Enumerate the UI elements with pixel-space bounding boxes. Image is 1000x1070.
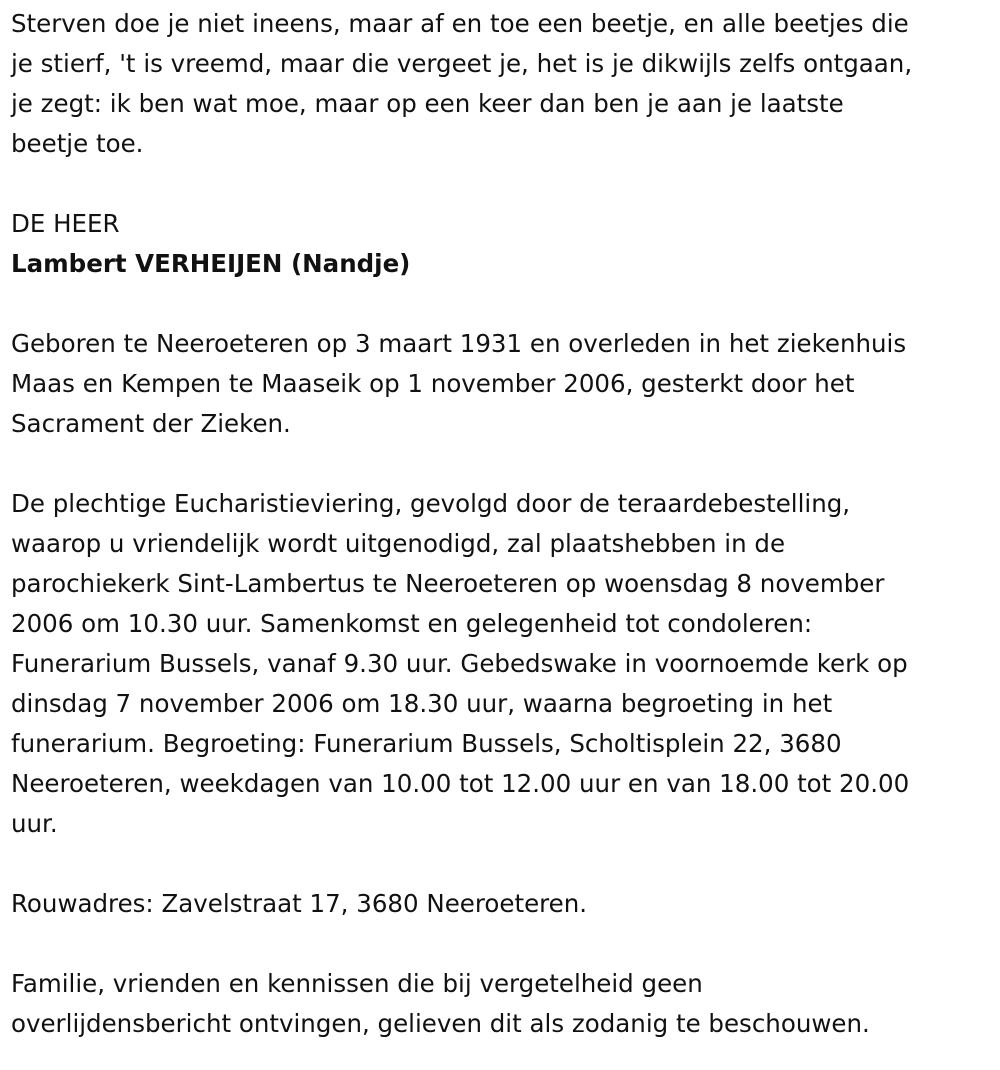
address-paragraph: [11, 884, 978, 924]
address-line: Rouwadres: Zavelstraat 17, 3680 Neeroeteren.: [11, 889, 588, 918]
ceremony-line: waarop u vriendelijk wordt uitgenodigd, zal plaatshebben in de: [11, 529, 786, 558]
birth-death-line: Maas en Kempen te Maaseik op 1 november 2006, gesterkt door het: [11, 369, 855, 398]
birth-death-paragraph: [11, 324, 978, 444]
ceremony-line: parochiekerk Sint-Lambertus te Neeroeteren op woensdag 8 november: [11, 569, 885, 598]
ceremony-line: dinsdag 7 november 2006 om 18.30 uur, waarna begroeting in het: [11, 689, 833, 718]
poem-line: Sterven doe je niet ineens, maar af en toe een beetje, en alle beetjes die: [11, 9, 909, 38]
deceased-name: Lambert VERHEIJEN (Nandje): [11, 249, 411, 278]
poem-paragraph: [11, 4, 978, 164]
birth-death-line: Sacrament der Zieken.: [11, 409, 291, 438]
salutation: DE HEER: [11, 209, 120, 238]
notice-paragraph: [11, 964, 978, 1044]
poem-line: je stierf, 't is vreemd, maar die vergeet je, het is je dikwijls zelfs ontgaan,: [11, 49, 913, 78]
poem-line: beetje toe.: [11, 129, 144, 158]
ceremony-line: funerarium. Begroeting: Funerarium Bussels, Scholtisplein 22, 3680: [11, 729, 842, 758]
ceremony-line: Funerarium Bussels, vanaf 9.30 uur. Gebedswake in voornoemde kerk op: [11, 649, 908, 678]
ceremony-line: uur.: [11, 809, 58, 838]
ceremony-line: Neeroeteren, weekdagen van 10.00 tot 12.00 uur en van 18.00 tot 20.00: [11, 769, 910, 798]
poem-line: je zegt: ik ben wat moe, maar op een keer dan ben je aan je laatste: [11, 89, 844, 118]
notice-line: Familie, vrienden en kennissen die bij vergetelheid geen: [11, 969, 703, 998]
ceremony-line: 2006 om 10.30 uur. Samenkomst en gelegenheid tot condoleren:: [11, 609, 813, 638]
birth-death-line: Geboren te Neeroeteren op 3 maart 1931 en overleden in het ziekenhuis: [11, 329, 907, 358]
notice-line: overlijdensbericht ontvingen, gelieven dit als zodanig te beschouwen.: [11, 1009, 870, 1038]
ceremony-line: De plechtige Eucharistieviering, gevolgd door de teraardebestelling,: [11, 489, 851, 518]
ceremony-paragraph: [11, 484, 978, 844]
